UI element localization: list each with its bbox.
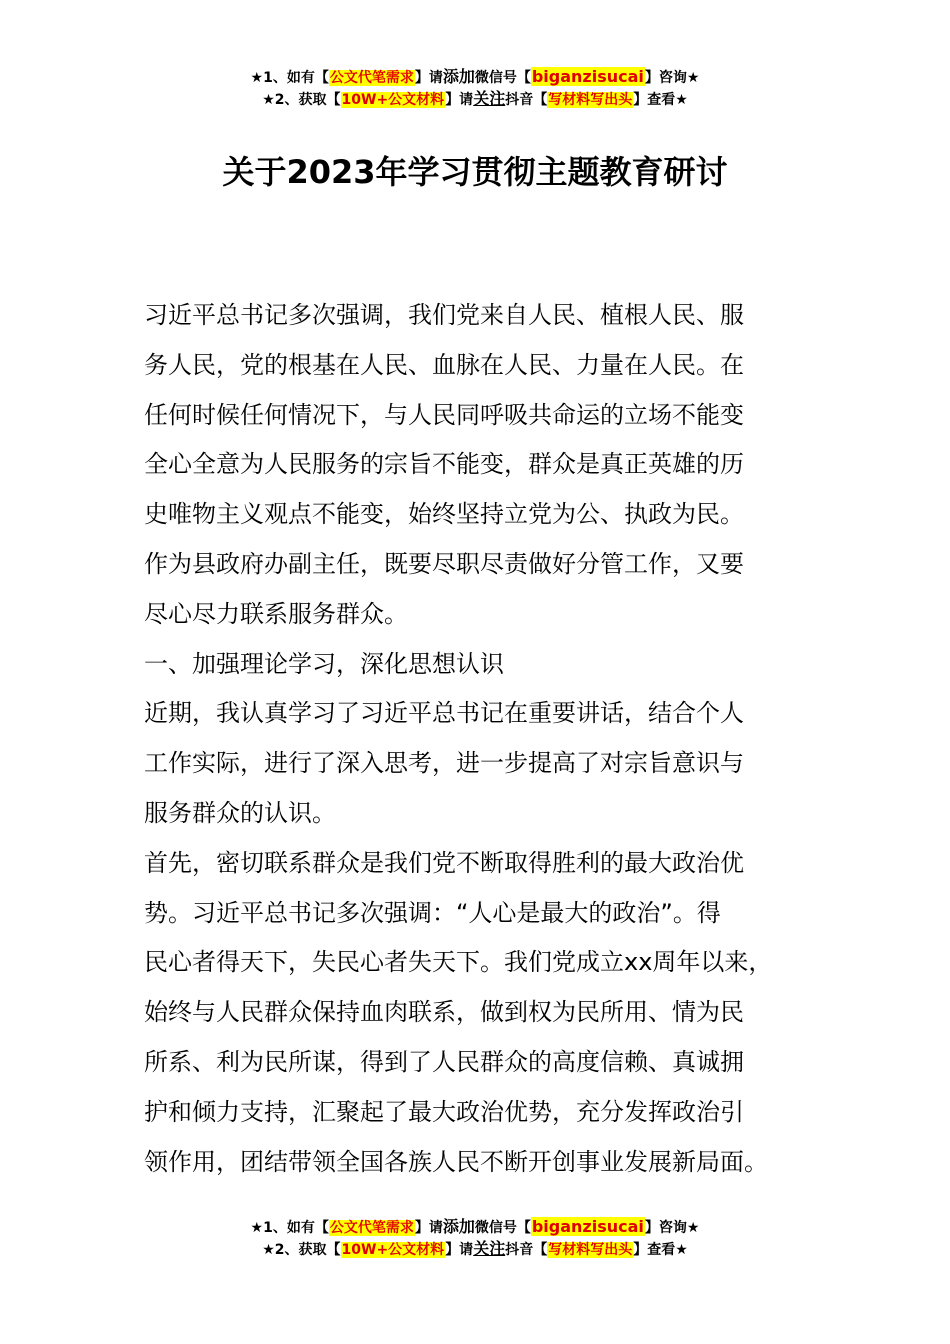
document-title: 关于2023年学习贯彻主题教育研讨 — [222, 153, 728, 191]
text-line: 史唯物主义观点不能变，始终坚持立党为公、执政为民。 — [144, 500, 744, 529]
text-line: 势。习近平总书记多次强调：“人心是最大的政治”。得 — [144, 898, 721, 927]
banner-text: 】请 — [445, 92, 474, 108]
text-line: 服务群众的认识。 — [144, 798, 336, 827]
section-heading: 一、加强理论学习，深化思想认识 — [144, 649, 504, 678]
banner-wechat-id: biganzisucai — [531, 67, 644, 86]
banner-douyin-id: 写材料写出头 — [548, 92, 633, 108]
banner-line-2 — [0, 88, 950, 110]
text-line: 始终与人民群众保持血肉联系，做到权为民所用、情为民 — [144, 998, 744, 1027]
banner-douyin-id: 写材料写出头 — [548, 1242, 633, 1258]
banner-text: 微信号【 — [474, 70, 531, 86]
text-line: 尽心尽力联系服务群众。 — [144, 599, 408, 628]
banner-emphasis: 添加 — [442, 1217, 475, 1236]
banner-wechat-id: biganzisucai — [531, 1217, 644, 1236]
text-line: 民心者得天下，失民心者失天下。我们党成立xx周年以来， — [144, 948, 773, 977]
text-line: 近期，我认真学习了习近平总书记在重要讲话，结合个人 — [144, 699, 744, 728]
banner-emphasis: 关注 — [473, 1239, 506, 1258]
banner-emphasis: 关注 — [473, 89, 506, 108]
banner-text: 】咨询★ — [644, 1220, 700, 1236]
banner-text: 抖音【 — [505, 92, 548, 108]
banner-text: 】查看★ — [633, 92, 688, 108]
text-line: 习近平总书记多次强调，我们党来自人民、植根人民、服 — [144, 301, 744, 329]
text-line: 领作用，团结带领全国各族人民不断开创事业发展新局面。 — [144, 1147, 768, 1176]
banner-text: 抖音【 — [505, 1242, 548, 1258]
header-banner — [0, 66, 950, 110]
banner-text: ★2、获取【 — [262, 1242, 341, 1258]
text-line: 作为县政府办副主任，既要尽职尽责做好分管工作，又要 — [144, 549, 744, 578]
banner-text: 】请 — [414, 1220, 443, 1236]
text-line: 任何时候任何情况下，与人民同呼吸共命运的立场不能变 — [144, 400, 744, 429]
banner-text: ★1、如有【 — [250, 1220, 329, 1236]
banner-highlight: 公文代笔需求 — [329, 1220, 414, 1236]
banner-text: 】请 — [445, 1242, 474, 1258]
text-line: 所系、利为民所谋，得到了人民群众的高度信赖、真诚拥 — [144, 1047, 744, 1076]
banner-text: 】请 — [414, 70, 443, 86]
text-line: 全心全意为人民服务的宗旨不能变，群众是真正英雄的历 — [144, 450, 744, 479]
banner-text: ★2、获取【 — [262, 92, 341, 108]
banner-highlight: 10W+公文材料 — [341, 92, 445, 108]
text-line: 首先，密切联系群众是我们党不断取得胜利的最大政治优 — [144, 848, 744, 877]
banner-line-1 — [0, 1216, 950, 1238]
banner-text: ★1、如有【 — [250, 70, 329, 86]
banner-line-1 — [0, 66, 950, 88]
banner-text: 微信号【 — [474, 1220, 531, 1236]
document-body — [144, 291, 844, 1187]
banner-highlight: 10W+公文材料 — [341, 1242, 445, 1258]
text-line: 护和倾力支持，汇聚起了最大政治优势，充分发挥政治引 — [144, 1097, 744, 1126]
banner-emphasis: 添加 — [442, 67, 475, 86]
text-line: 务人民，党的根基在人民、血脉在人民、力量在人民。在 — [144, 350, 744, 379]
text-line: 工作实际，进行了深入思考，进一步提高了对宗旨意识与 — [144, 749, 744, 778]
banner-highlight: 公文代笔需求 — [329, 70, 414, 86]
banner-line-2 — [0, 1238, 950, 1260]
footer-banner — [0, 1216, 950, 1260]
banner-text: 】咨询★ — [644, 70, 700, 86]
banner-text: 】查看★ — [633, 1242, 688, 1258]
